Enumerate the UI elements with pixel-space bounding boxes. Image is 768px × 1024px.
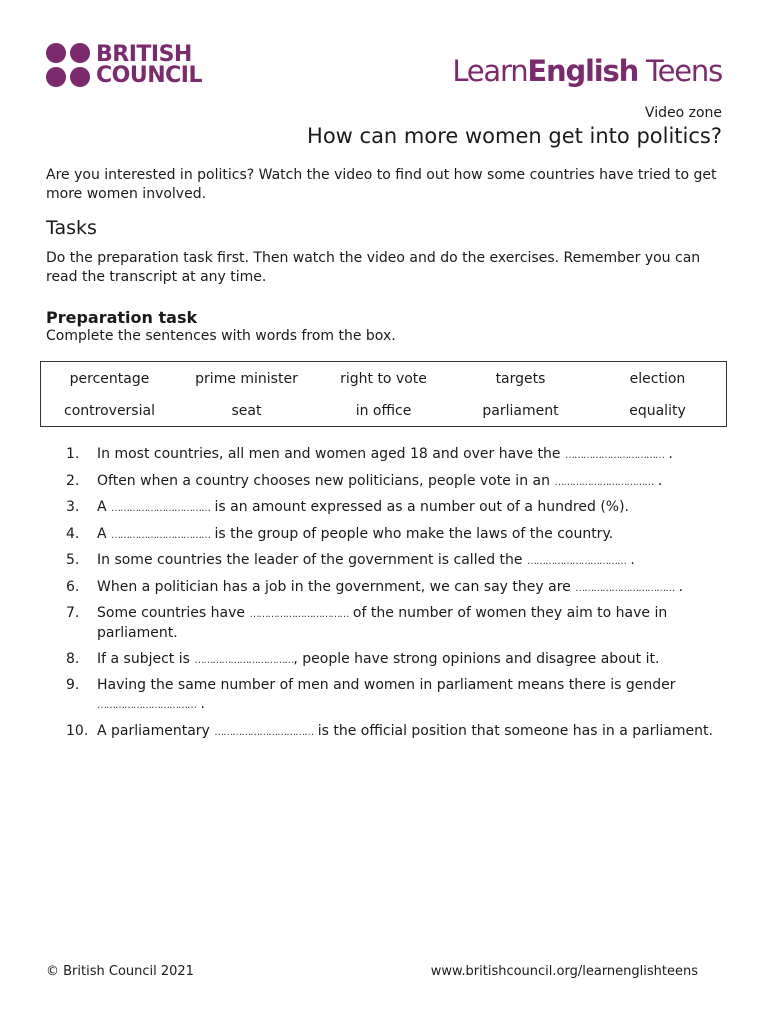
- question-item: 2. Often when a country chooses new politicians, people vote in an …………………………… .: [66, 472, 663, 489]
- british-council-logo: [46, 43, 202, 87]
- answer-blank[interactable]: ……………………………: [194, 654, 294, 666]
- question-item: 4. A …………………………… is the group of people who make the laws of the country.: [66, 525, 614, 542]
- word-item: right to vote: [340, 371, 427, 387]
- word-item: prime minister: [195, 371, 298, 387]
- question-item: 3. A …………………………… is an amount expressed as a number out of a hundred (%).: [66, 499, 629, 515]
- footer-url[interactable]: www.britishcouncil.org/learnenglishteens: [430, 964, 698, 979]
- answer-blank[interactable]: ……………………………: [249, 609, 349, 620]
- answer-blank[interactable]: ……………………………: [564, 450, 664, 461]
- question-item: 5. In some countries the leader of the government is called the …………………………… .: [66, 552, 635, 568]
- intro-text: Are you interested in politics? Watch the video to find out how some countries have tried to get more women involved.: [46, 167, 717, 202]
- word-item: in office: [355, 403, 412, 419]
- word-box: [40, 361, 727, 427]
- preparation-instruction: Complete the sentences with words from the box.: [46, 328, 396, 344]
- word-item: seat: [231, 403, 262, 419]
- preparation-heading: Preparation task: [46, 308, 198, 327]
- logo-dots-icon: [46, 43, 90, 87]
- answer-blank[interactable]: ……………………………: [111, 503, 211, 514]
- tasks-heading: Tasks: [46, 217, 97, 239]
- word-item: percentage: [69, 371, 150, 387]
- answer-blank[interactable]: ……………………………: [111, 529, 211, 541]
- learnenglish-teens-logo: LearnEnglish Teens: [452, 54, 722, 88]
- word-item: targets: [495, 371, 546, 387]
- tasks-text: Do the preparation task first. Then watch the video and do the exercises. Remember you can read the transcript at any time.: [46, 250, 701, 285]
- question-item: 8. If a subject is ……………………………, people have strong opinions and disagree about it.: [66, 650, 660, 667]
- question-item: 10. A parliamentary …………………………… is the official position that someone has in a parliament.: [66, 722, 713, 739]
- question-item: 9. Having the same number of men and women in parliament means there is gender …………………………… .: [66, 677, 676, 712]
- question-item: 6. When a politician has a job in the government, we can say they are …………………………… .: [66, 578, 684, 595]
- word-item: election: [629, 371, 686, 387]
- question-item: 7. Some countries have …………………………… of the number of women they aim to have in parliament.: [66, 605, 668, 641]
- answer-blank[interactable]: ……………………………: [214, 726, 314, 738]
- word-item: controversial: [64, 403, 155, 419]
- question-item: 1. In most countries, all men and women aged 18 and over have the …………………………… .: [66, 446, 673, 462]
- word-item: parliament: [482, 403, 559, 419]
- logo-text: BRITISH COUNCIL: [96, 42, 202, 88]
- answer-blank[interactable]: ……………………………: [575, 582, 675, 594]
- answer-blank[interactable]: ……………………………: [526, 556, 626, 567]
- answer-blank[interactable]: ……………………………: [97, 700, 196, 711]
- question-list: [66, 445, 726, 748]
- footer-copyright: © British Council 2021: [46, 964, 194, 979]
- answer-blank[interactable]: ……………………………: [554, 476, 654, 488]
- word-item: equality: [629, 403, 686, 419]
- page-title: How can more women get into politics?: [307, 124, 722, 148]
- section-label: Video zone: [644, 105, 722, 121]
